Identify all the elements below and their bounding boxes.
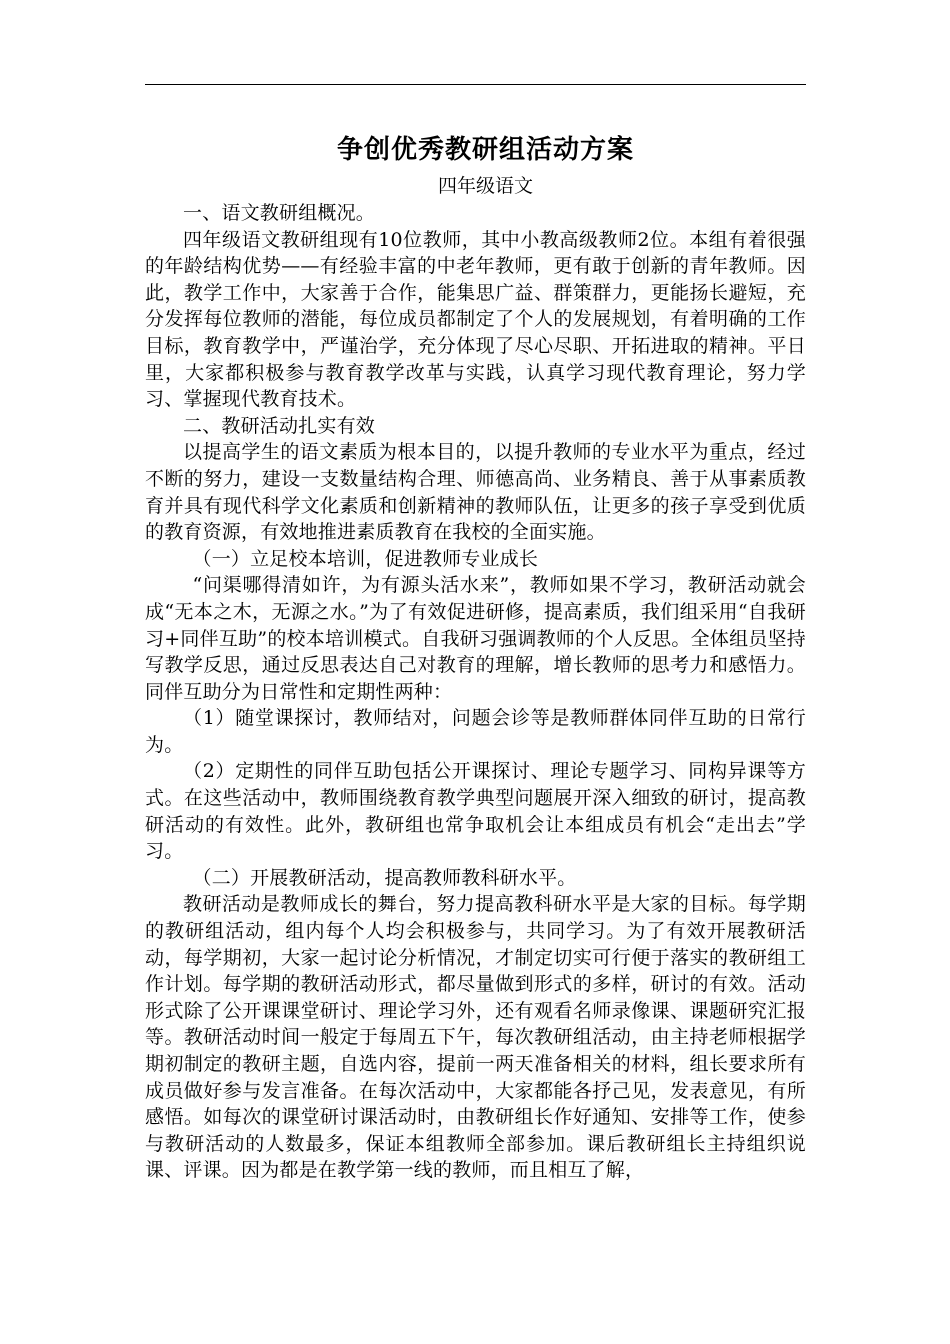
paragraph-training: “问渠哪得清如许，为有源头活水来”，教师如果不学习，教研活动就会成“无本之木，无源之水。”为了有效促进研修，提高素质，我们组采用“自我研习+同伴互助”的校本培训模式。自我研习强调教师的个人反思。全体组员坚持写教学反思，通过反思表达自己对教育的理解，增长教师的思考力和感悟力。同伴互助分为日常性和定期性两种： <box>145 574 806 703</box>
section-heading-activities: 二、教研活动扎实有效 <box>183 414 376 437</box>
paragraph-overview: 四年级语文教研组现有10位教师，其中小教高级教师2位。本组有着很强的年龄结构优势——有经验丰富的中老年教师，更有敢于创新的青年教师。因此，教学工作中，大家善于合作，能集思广益、群策群力，更能扬长避短，充分发挥每位教师的潜能，每位成员都制定了个人的发展规划，有着明确的工作目标，教育教学中，严谨治学，充分体现了尽心尽职、开拓进取的精神。平日里，大家都积极参与教育教学改革与实践，认真学习现代教育理论，努力学习、掌握现代教育技术。 <box>145 228 806 411</box>
document-subtitle: 四年级语文 <box>437 175 533 197</box>
section-heading-overview: 一、语文教研组概况。 <box>183 202 376 224</box>
document-title: 争创优秀教研组活动方案 <box>336 135 634 165</box>
paragraph-research: 教研活动是教师成长的舞台，努力提高教科研水平是大家的目标。每学期的教研组活动，组内每个人均会积极参与，共同学习。为了有效开展教研活动，每学期初，大家一起讨论分析情况，才制定切实可行便于落实的教研组工作计划。每学期的教研活动形式，都尽量做到形式的多样，研讨的有效。活动形式除了公开课课堂研讨、理论学习外，还有观看名师录像课、课题研究汇报等。教研活动时间一般定于每周五下午，每次教研组活动，由主持老师根据学期初制定的教研主题，自选内容，提前一两天准备相关的材料，组长要求所有成员做好参与发言准备。在每次活动中，大家都能各抒己见，发表意见，有所感悟。如每次的课堂研讨课活动时，由教研组长作好通知、安排等工作，使参与教研活动的人数最多，保证本组教师全部参加。课后教研组长主持组织说课、评课。因为都是在教学第一线的教师，而且相互了解， <box>145 893 806 1182</box>
header-rule <box>145 84 806 85</box>
subsection-heading-research: （二）开展教研活动，提高教师教科研水平。 <box>192 866 577 889</box>
subsection-heading-training: （一）立足校本培训，促进教师专业成长 <box>192 547 539 570</box>
paragraph-goals: 以提高学生的语文素质为根本目的，以提升教师的专业水平为重点，经过不断的努力，建设一支数量结构合理、师德高尚、业务精良、善于从事素质教育并具有现代科学文化素质和创新精神的教师队伍，让更多的孩子享受到优质的教育资源，有效地推进素质教育在我校的全面实施。 <box>145 441 806 544</box>
list-item-periodic: （2）定期性的同伴互助包括公开课探讨、理论专题学习、同构异课等方式。在这些活动中，教师围绕教育教学典型问题展开深入细致的研讨，提高教研活动的有效性。此外，教研组也常争取机会让本组成员有机会“走出去”学习。 <box>145 760 806 863</box>
document-body <box>145 128 806 1184</box>
list-item-daily: （1）随堂课探讨，教师结对，问题会诊等是教师群体同伴互助的日常行为。 <box>145 707 806 756</box>
